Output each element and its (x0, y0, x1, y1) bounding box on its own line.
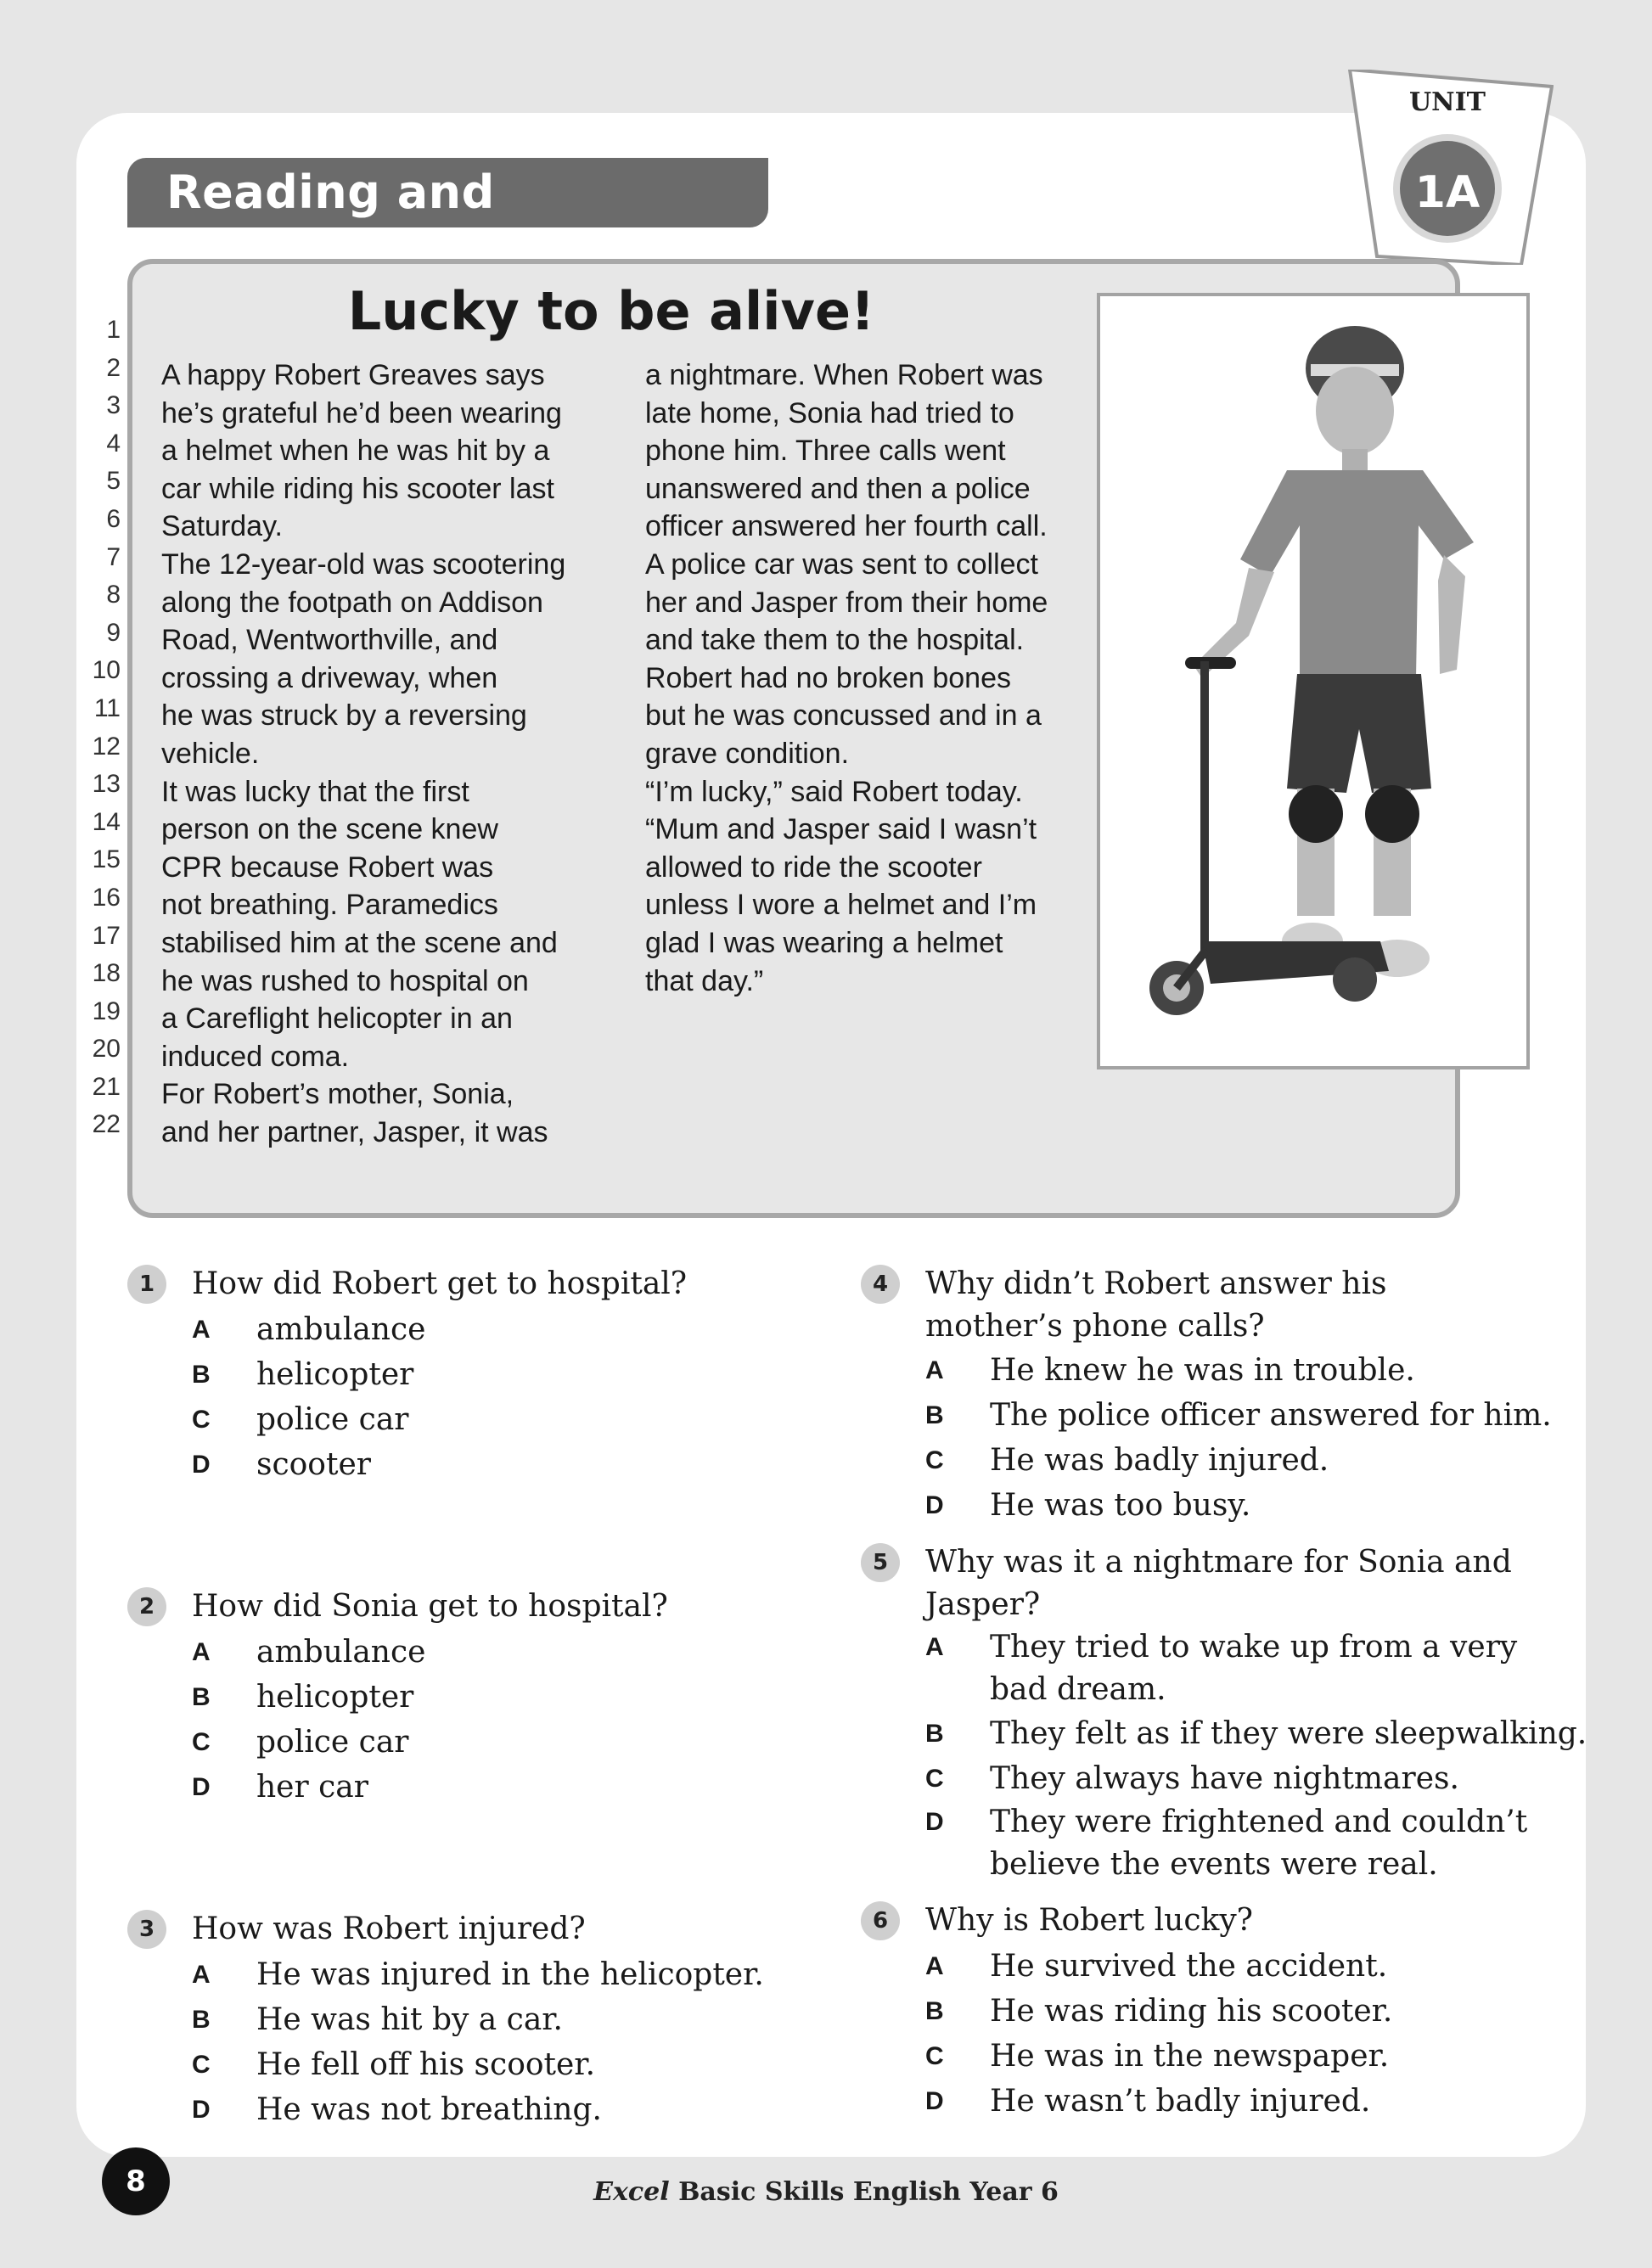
question-number-badge: 2 (127, 1587, 166, 1626)
question-number-badge: 4 (861, 1265, 900, 1304)
line-number: 10 (92, 656, 121, 685)
article-line: late home, Sonia had tried to (645, 396, 1014, 429)
article-line: For Robert’s mother, Sonia, (161, 1078, 514, 1111)
line-number: 6 (106, 504, 121, 533)
article-line: Saturday. (161, 510, 284, 543)
article-line: allowed to ride the scooter (645, 850, 982, 884)
unit-label: UNIT (1409, 87, 1486, 117)
line-number: 16 (92, 883, 121, 912)
question-number-badge: 3 (127, 1910, 166, 1949)
article-line: “Mum and Jasper said I wasn’t (645, 813, 1037, 846)
article-line: glad I was wearing a helmet (645, 926, 1003, 959)
question-number-badge: 6 (861, 1901, 900, 1940)
question-text: How did Robert get to hospital? (192, 1266, 688, 1301)
article-title: Lucky to be alive! (347, 280, 875, 342)
article-line: and her partner, Jasper, it was (161, 1115, 548, 1148)
article-line: not breathing. Paramedics (161, 889, 498, 922)
question-number-badge: 5 (861, 1543, 900, 1582)
article-line: but he was concussed and in a (645, 699, 1042, 733)
article-line: car while riding his scooter last (161, 472, 554, 505)
line-numbers (78, 312, 121, 1144)
article-line: Road, Wentworthville, and (161, 624, 498, 657)
article-line: stabilised him at the scene and (161, 926, 558, 959)
line-number: 8 (106, 581, 121, 609)
article-line: phone him. Three calls went (645, 435, 1006, 468)
article-line: he’s grateful he’d been wearing (161, 396, 562, 429)
section-banner: Reading and (127, 158, 768, 227)
line-number: 2 (106, 353, 121, 382)
article-line: vehicle. (161, 737, 260, 770)
line-number: 22 (92, 1110, 121, 1139)
line-number: 5 (106, 467, 121, 496)
article-line: A happy Robert Greaves says (161, 359, 545, 391)
page-number: 8 (102, 2147, 170, 2215)
line-number: 11 (93, 693, 121, 722)
article-line: a helmet when he was hit by a (161, 435, 550, 468)
line-number: 1 (106, 316, 121, 344)
article-line: unanswered and then a police (645, 472, 1031, 505)
article-line: “I’m lucky,” said Robert today. (645, 775, 1023, 808)
line-number: 18 (92, 959, 121, 988)
article-line: a Careflight helicopter in an (161, 1002, 513, 1036)
line-number: 9 (106, 618, 121, 647)
article-line: Robert had no broken bones (645, 661, 1011, 694)
footer-brand: Excel (593, 2177, 670, 2207)
line-number: 7 (106, 542, 121, 571)
article-line: crossing a driveway, when (161, 661, 498, 694)
question-text: Why was it a nightmare for Sonia and Jasper? (925, 1545, 1512, 1622)
boy-with-scooter-photo (1097, 293, 1530, 1069)
article-line: officer answered her fourth call. (645, 510, 1048, 543)
article-line: a nightmare. When Robert was (645, 359, 1043, 391)
article-line: induced coma. (161, 1040, 350, 1073)
article-line: The 12-year-old was scootering (161, 547, 566, 581)
footer-title: Basic Skills English Year 6 (678, 2177, 1059, 2207)
article-line: person on the scene knew (161, 813, 498, 846)
question-number-badge: 1 (127, 1265, 166, 1304)
question-text: How did Sonia get to hospital? (192, 1589, 668, 1624)
article-line: he was rushed to hospital on (161, 964, 529, 997)
article-line: It was lucky that the first (161, 775, 469, 808)
line-number: 13 (92, 770, 121, 799)
question-text: Why is Robert lucky? (925, 1903, 1253, 1938)
article-line: along the footpath on Addison (161, 586, 543, 619)
line-number: 14 (92, 807, 121, 836)
question-text: How was Robert injured? (192, 1912, 586, 1946)
question-text: Why didn’t Robert answer his mother’s phone calls? (925, 1266, 1387, 1344)
article-column-left (161, 356, 565, 1151)
article-line: grave condition. (645, 737, 850, 770)
line-number: 4 (106, 429, 121, 458)
line-number: 15 (92, 845, 121, 874)
line-number: 19 (92, 996, 121, 1025)
footer-book-title (0, 2177, 1652, 2207)
article-column-right (645, 356, 1048, 1000)
article-line: and take them to the hospital. (645, 624, 1025, 657)
article-line: that day.” (645, 964, 764, 997)
article-line: CPR because Robert was (161, 850, 494, 884)
article-line: A police car was sent to collect (645, 547, 1039, 581)
line-number: 17 (92, 921, 121, 950)
line-number: 12 (92, 732, 121, 761)
article-line: her and Jasper from their home (645, 586, 1048, 619)
line-number: 21 (92, 1072, 121, 1101)
line-number: 3 (106, 391, 121, 420)
article-line: unless I wore a helmet and I’m (645, 889, 1037, 922)
article-line: he was struck by a reversing (161, 699, 527, 733)
unit-number: 1A (1414, 167, 1481, 218)
line-number: 20 (92, 1035, 121, 1064)
